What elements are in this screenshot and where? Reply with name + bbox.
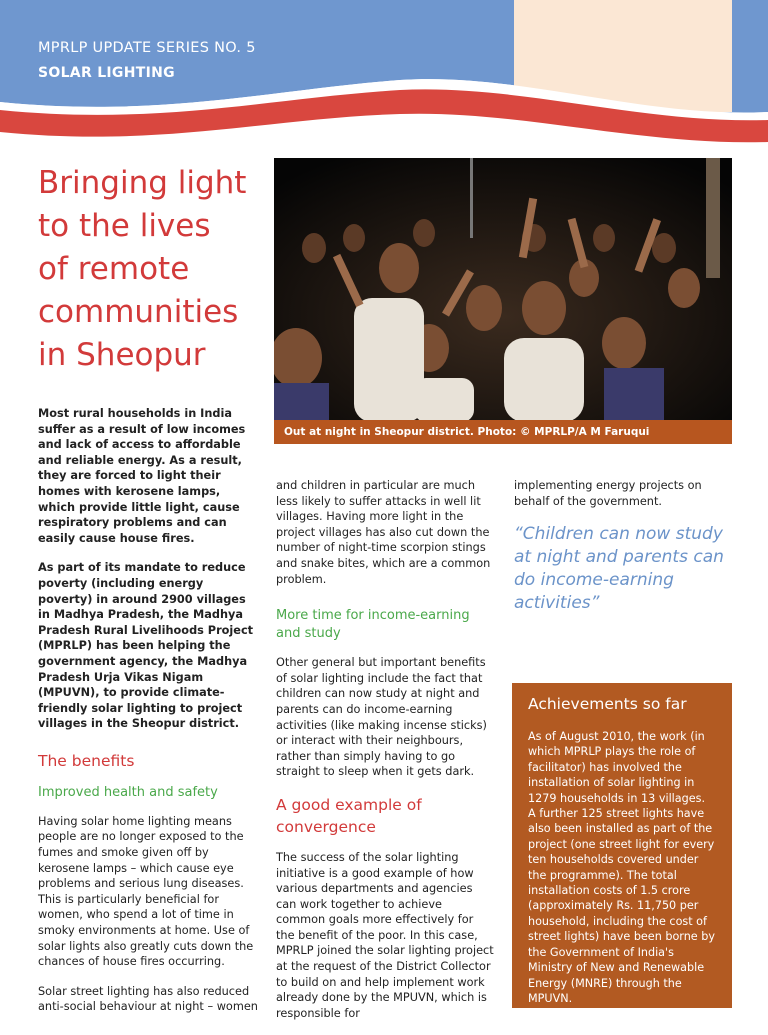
achievements-body: As of August 2010, the work (in which MPRLP plays the role of facilitator) has involved the installation of solar lighting in 1279 households in 13 villages. A further 125 street lights have also been installed as part of the project (one street light for every ten households covered under the programme). The total installation costs of 1.5 crore (approximately Rs. 11,750 per household, including the cost of street lights) have been borne by the Government of India's Ministry of New and Renewable Energy (MNRE) through the MPUVN.: [528, 730, 715, 1005]
body-paragraph: implementing energy projects on behalf of the government.: [514, 479, 702, 508]
body-paragraph: Having solar home lighting means people are no longer exposed to the fumes and smoke given off by kerosene lamps – which cause eye problems and serious lung diseases. This is particularly beneficial for women, who spend a lot of time in smoky environments at home. Use of solar lights also greatly cuts down the chances of house fires occurring.: [38, 814, 254, 969]
column-2: [276, 478, 494, 1035]
body-paragraph: and children in particular are much less likely to suffer attacks in well lit villages. Having more light in the project villages has also cut down the number of night-time scorpion stings and snake bites, which are a common problem.: [276, 479, 491, 586]
body-paragraph: Other general but important benefits of solar lighting include the fact that children can now study at night and parents can do income-earning activities (like making incense sticks) or interact with their neighbours, rather than simply having to go straight to sleep when it gets dark.: [276, 656, 487, 779]
title-line: of remote: [38, 251, 190, 287]
body-paragraph: Solar street lighting has also reduced anti-social behaviour at night – women: [38, 984, 258, 1014]
achievements-box: [512, 683, 732, 1008]
photo-illustration: [274, 158, 732, 422]
heading-benefits: The benefits: [38, 751, 135, 770]
intro-paragraph: Most rural households in India suffer as a result of low incomes and lack of access to affordable and reliable energy. As a result, they are forced to light their homes with kerosene lamps, which provide little light, cause respiratory problems and can easily cause house fires.: [38, 407, 246, 545]
subheading-health: Improved health and safety: [38, 784, 218, 800]
topic-label: SOLAR LIGHTING: [38, 65, 175, 81]
achievements-title: Achievements so far: [528, 695, 687, 713]
subheading-income: More time for income-earning and study: [276, 608, 470, 642]
title-line: to the lives: [38, 208, 211, 244]
intro-paragraph: As part of its mandate to reduce poverty (including energy poverty) in around 2900 villages in Madhya Pradesh, the Madhya Pradesh Rural Livelihoods Project (MPRLP) has been helping the government agency, the Madhya Pradesh Urja Vikas Nigam (MPUVN), to provide climate-friendly solar lighting to project villages in the Sheopur district.: [38, 561, 254, 731]
photo-children-at-night: [274, 158, 732, 422]
series-label: MPRLP UPDATE SERIES NO. 5: [38, 40, 256, 56]
title-line: in Sheopur: [38, 337, 206, 373]
column-3: [514, 478, 730, 629]
body-paragraph: The success of the solar lighting initiative is a good example of how various departments and agencies can work together to achieve common goals more effectively for the benefit of the poor. In this case, MPRLP joined the solar lighting project at the request of the District Collector to build on and help implement work already done by the MPUVN, which is responsible for: [276, 850, 494, 1020]
page-title: [38, 162, 268, 377]
pull-quote: “Children can now study at night and parents can do income-earning activities”: [514, 524, 724, 614]
column-1: [38, 406, 260, 1029]
photo-caption: Out at night in Sheopur district. Photo: © MPRLP/A M Faruqui: [274, 420, 732, 444]
heading-convergence: A good example of convergence: [276, 795, 422, 836]
title-line: Bringing light: [38, 165, 247, 201]
title-line: communities: [38, 294, 239, 330]
header-banner: [0, 0, 768, 150]
